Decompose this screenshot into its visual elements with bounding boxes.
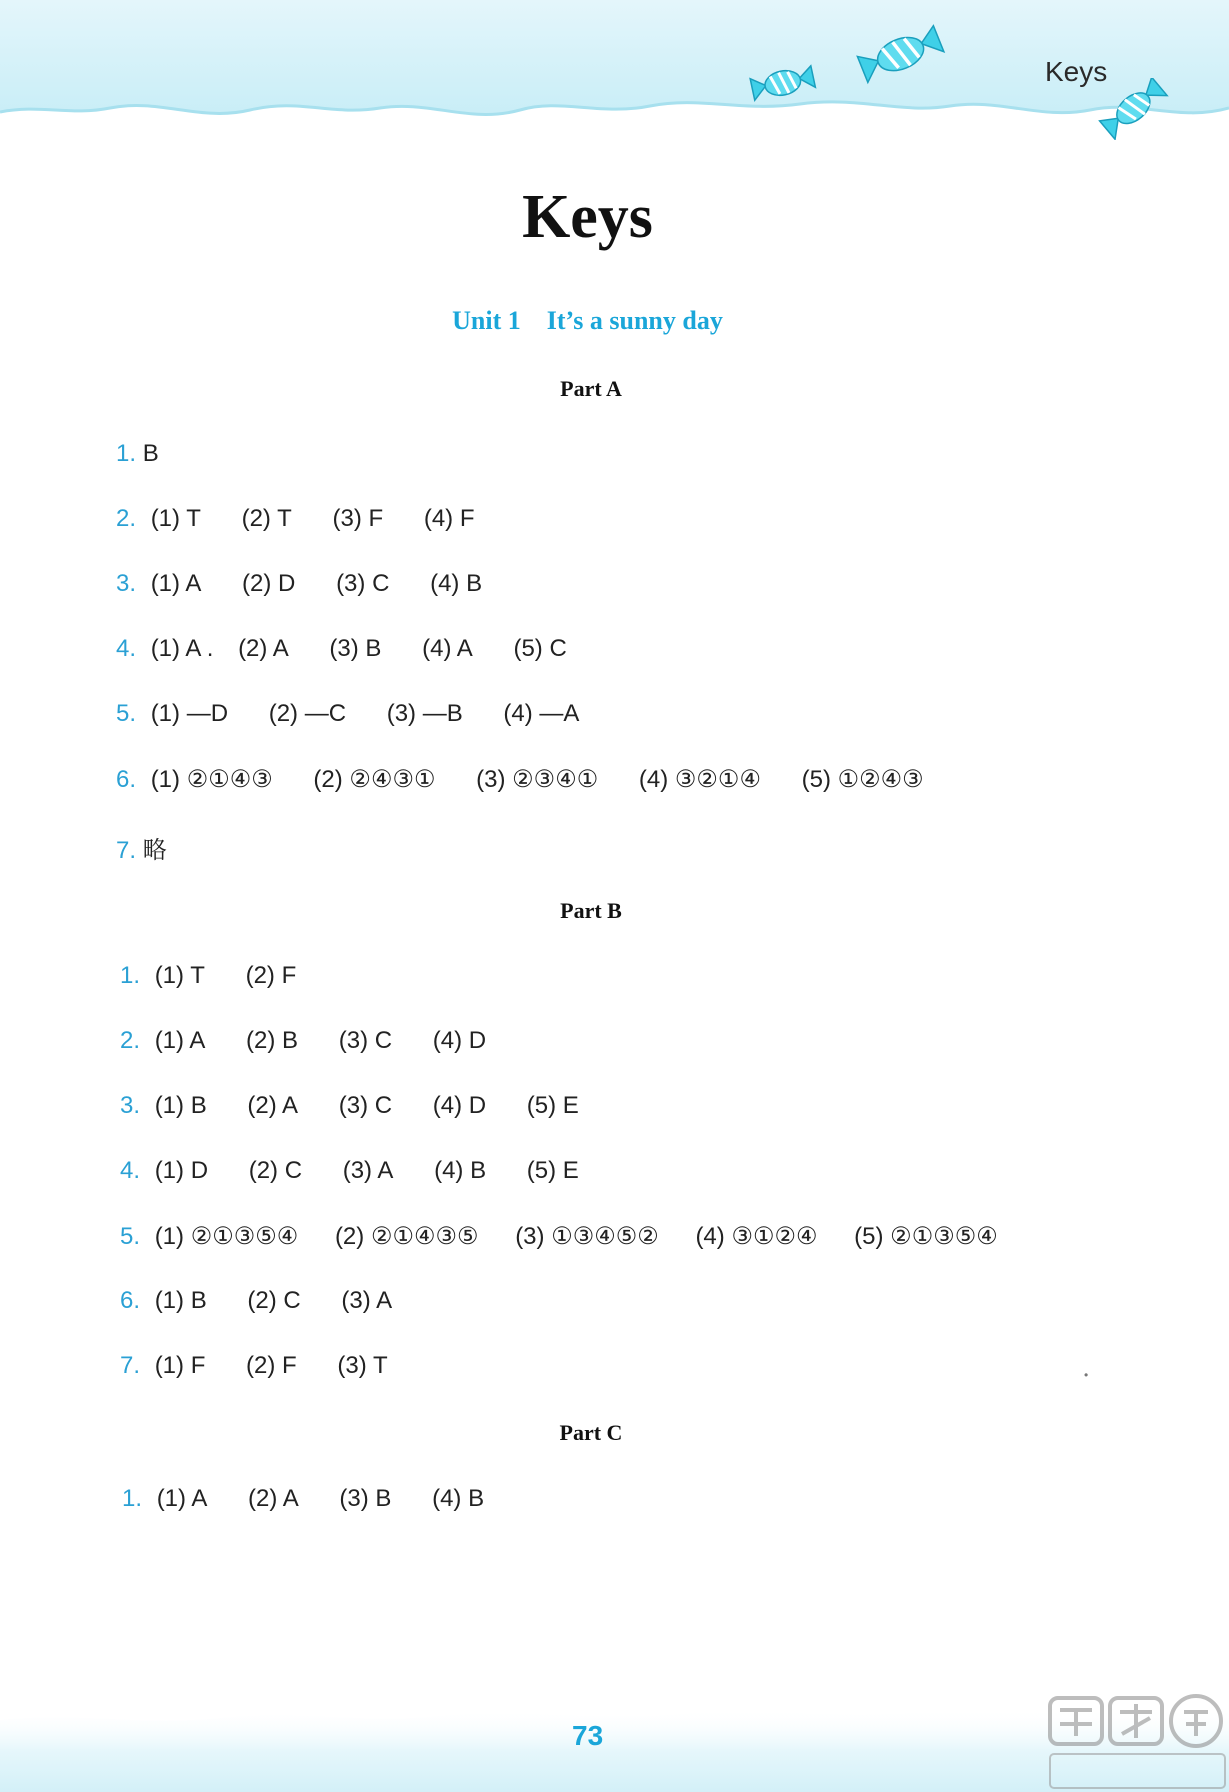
answer-item: (2) A	[247, 1092, 299, 1119]
answer-line	[120, 1222, 998, 1251]
answer-item: (3) ②③④①	[476, 766, 599, 793]
answer-item: (2) D	[242, 570, 296, 597]
part-a-title: Part A	[560, 376, 622, 401]
page-number: 73	[572, 1720, 604, 1751]
answer-line	[116, 830, 167, 865]
question-number: 4.	[116, 635, 137, 662]
question-number: 2.	[120, 1027, 141, 1054]
answer-item: (4) ③①②④	[695, 1223, 818, 1250]
part-b-title: Part B	[560, 898, 622, 923]
answer-item: (5) ①②④③	[801, 766, 924, 793]
answer-line	[120, 1027, 486, 1055]
answer-item: (5) C	[513, 635, 567, 662]
answer-item: (1) A	[156, 1485, 208, 1512]
answer-item: (4) A	[422, 635, 473, 662]
question-number: 6.	[116, 766, 137, 793]
answer-item: (2) T	[241, 505, 292, 532]
answer-item: (3) F	[332, 505, 384, 532]
question-number: 4.	[120, 1157, 141, 1184]
answer-item: (3) C	[338, 1027, 393, 1054]
answer-line	[120, 1352, 388, 1380]
answer-item: (1) A .	[150, 635, 214, 662]
question-number: 2.	[116, 505, 137, 532]
answer-item: (5) E	[526, 1157, 579, 1184]
stray-mark: •	[1084, 1368, 1089, 1382]
answer-item: (2) F	[245, 962, 297, 989]
question-number: 7.	[120, 1352, 141, 1379]
answer-item: (1) ②①③⑤④	[154, 1223, 299, 1250]
answer-item: (1) B	[154, 1287, 207, 1314]
answer-item: (4) B	[432, 1485, 485, 1512]
candy-icon	[1098, 78, 1170, 140]
question-number: 3.	[120, 1092, 141, 1119]
answer-item: (3) A	[341, 1287, 393, 1314]
answer-item: (2) ②①④③⑤	[334, 1223, 479, 1250]
answer-line	[116, 440, 159, 468]
candy-icon	[856, 24, 946, 86]
question-number: 3.	[116, 570, 137, 597]
answer-item: (2) C	[247, 1287, 301, 1314]
answer-item: B	[142, 440, 159, 467]
answer-item: (4) D	[432, 1027, 487, 1054]
answer-item: 略	[142, 837, 167, 864]
answer-item: (4) D	[432, 1092, 487, 1119]
question-number: 5.	[116, 700, 137, 727]
answer-line	[116, 700, 579, 728]
question-number: 1.	[122, 1485, 143, 1512]
question-number: 1.	[116, 440, 137, 467]
unit-title: Unit 1 It’s a sunny day	[452, 306, 723, 335]
question-number: 5.	[120, 1223, 141, 1250]
answer-item: (1) —D	[150, 700, 229, 727]
answer-item: (2) ②④③①	[313, 766, 436, 793]
answer-item: (3) A	[342, 1157, 394, 1184]
footer-wave-band	[0, 1650, 1229, 1792]
answer-item: (2) F	[246, 1352, 297, 1379]
question-number: 1.	[120, 962, 141, 989]
running-header-title: Keys	[1045, 56, 1108, 87]
answer-line	[120, 1287, 392, 1315]
answer-item: (4) B	[434, 1157, 487, 1184]
answer-line	[122, 1485, 484, 1513]
answer-item: (5) ②①③⑤④	[854, 1223, 998, 1250]
answer-item: (1) A	[150, 570, 202, 597]
answer-item: (1) ②①④③	[150, 766, 273, 793]
answer-item: (1) F	[154, 1352, 206, 1379]
answer-item: (1) D	[154, 1157, 209, 1184]
answer-item: (3) B	[329, 635, 382, 662]
answer-item: (3) B	[339, 1485, 392, 1512]
answer-item: (4) ③②①④	[638, 766, 761, 793]
answer-line	[116, 765, 924, 794]
answer-item: (2) —C	[268, 700, 347, 727]
answer-item: (4) B	[430, 570, 483, 597]
candy-icon	[748, 62, 818, 106]
answer-item: (1) B	[154, 1092, 207, 1119]
answer-line	[120, 1157, 579, 1185]
part-c-title: Part C	[559, 1420, 623, 1445]
answer-line	[120, 962, 296, 990]
watermark-logo	[1046, 1690, 1229, 1792]
answer-item: (3) C	[338, 1092, 393, 1119]
answer-item: (3) C	[336, 570, 390, 597]
question-number: 6.	[120, 1287, 141, 1314]
answer-item: (2) A	[238, 635, 289, 662]
answer-item: (5) E	[526, 1092, 579, 1119]
answer-item: (3) T	[337, 1352, 388, 1379]
answer-item: (2) B	[246, 1027, 299, 1054]
answer-line	[116, 635, 567, 663]
answer-item: (2) C	[248, 1157, 303, 1184]
answer-item: (1) T	[150, 505, 201, 532]
page-title: Keys	[522, 183, 653, 251]
answer-item: (3) —B	[386, 700, 463, 727]
answer-item: (4) F	[423, 505, 475, 532]
answer-item: (4) —A	[503, 700, 580, 727]
answer-line	[116, 505, 475, 533]
answer-item: (1) A	[154, 1027, 206, 1054]
answer-item: (2) A	[248, 1485, 299, 1512]
answer-line	[120, 1092, 579, 1120]
answer-item: (1) T	[154, 962, 205, 989]
answer-item: (3) ①③④⑤②	[515, 1223, 659, 1250]
question-number: 7.	[116, 837, 137, 864]
answer-line	[116, 570, 482, 598]
